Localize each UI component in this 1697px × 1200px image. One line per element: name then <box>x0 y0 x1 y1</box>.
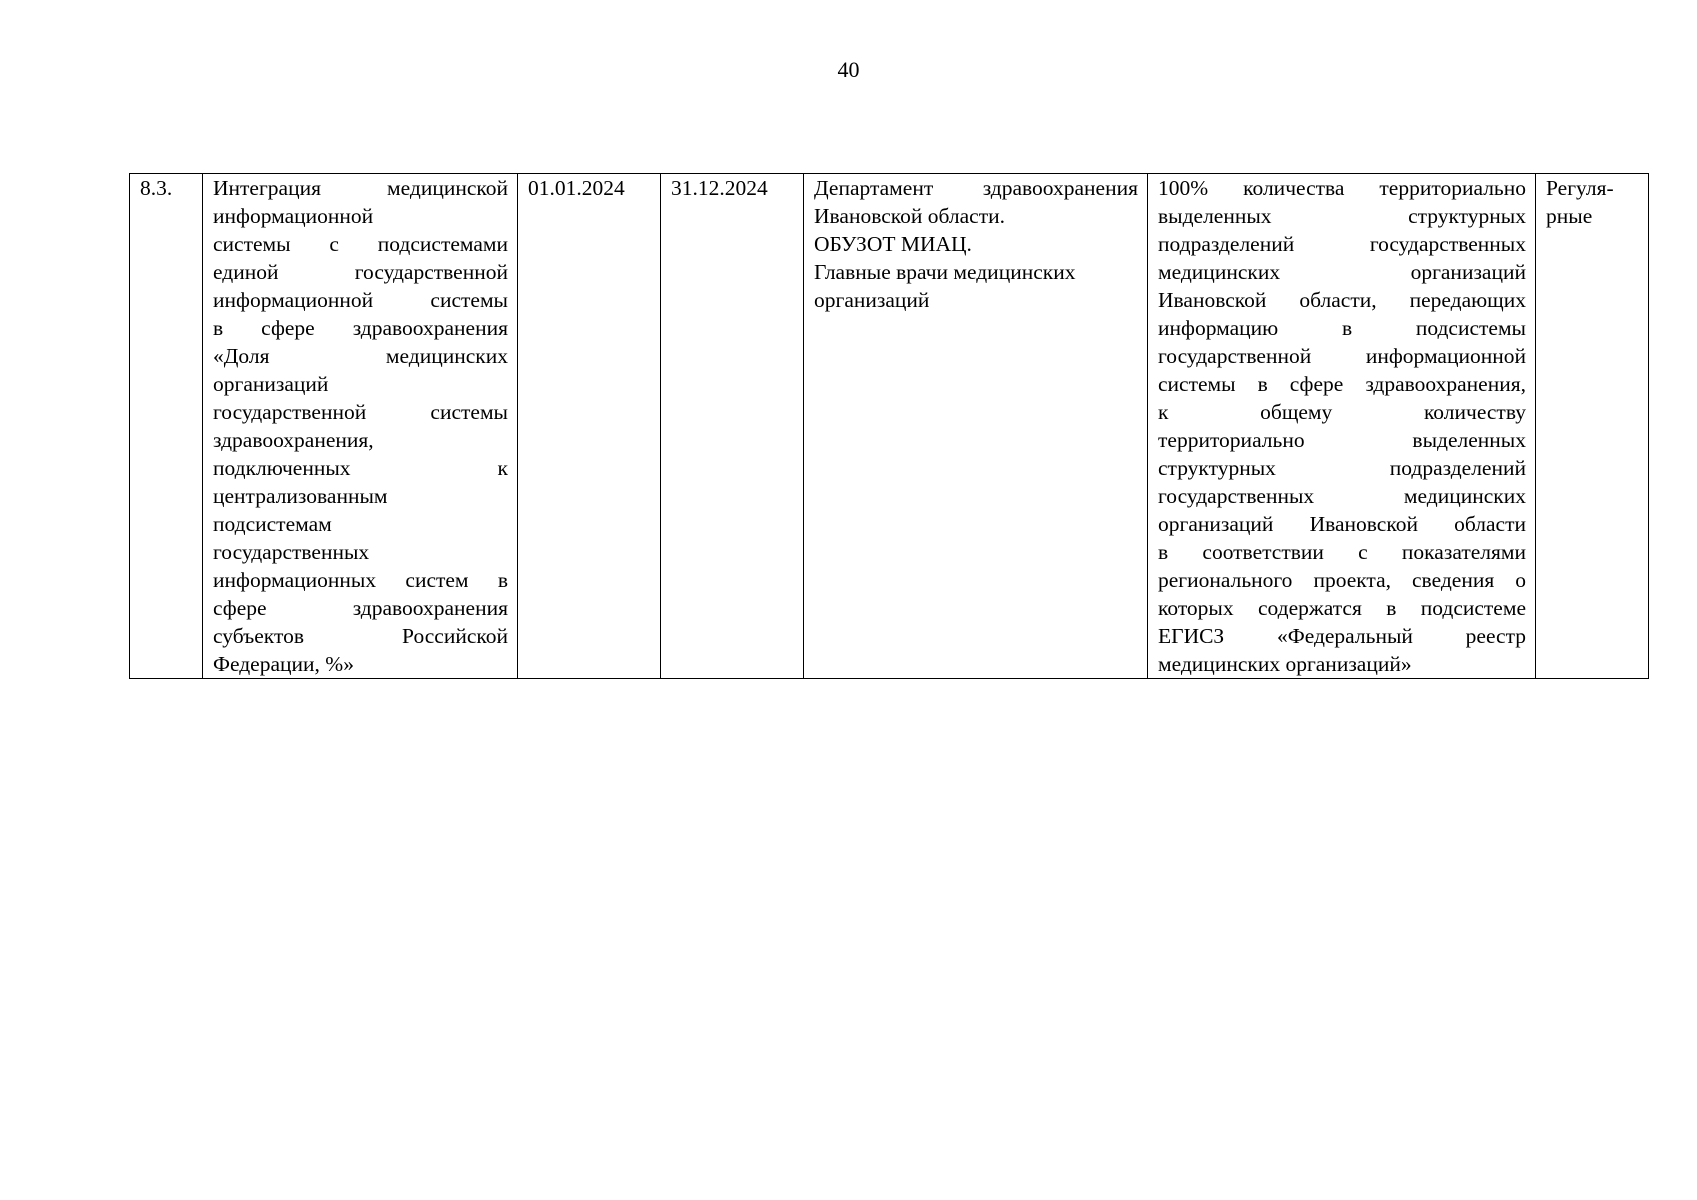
event-name-line: Интеграция медицинской <box>213 176 508 200</box>
event-name-line: единой государственной <box>213 260 508 284</box>
result-line: которых содержатся в подсистеме <box>1158 596 1526 620</box>
responsible-line: организаций <box>814 288 930 312</box>
result-line: медицинских организаций <box>1158 260 1526 284</box>
event-name-line: информационной системы <box>213 288 508 312</box>
event-name-line: здравоохранения, <box>213 428 374 452</box>
result-line: ЕГИСЗ «Федеральный реестр <box>1158 624 1526 648</box>
event-name-line: государственных <box>213 540 370 564</box>
event-name-line: информационных систем в <box>213 568 508 592</box>
responsible-line: Ивановской области. <box>814 204 1005 228</box>
cell-number <box>130 174 203 679</box>
responsible-line: ОБУЗОТ МИАЦ. <box>814 232 972 256</box>
cell-responsible <box>804 174 1148 679</box>
event-name-line: организаций <box>213 372 329 396</box>
event-name-line: Федерации, %» <box>213 652 354 676</box>
responsible-line: Главные врачи медицинских <box>814 260 1076 284</box>
cell-start-date <box>518 174 661 679</box>
responsible-executors <box>814 174 1138 314</box>
event-name-line: централизованным <box>213 484 388 508</box>
result-line: 100% количества территориально <box>1158 176 1526 200</box>
result-line: системы в сфере здравоохранения, <box>1158 372 1526 396</box>
result-line: государственных медицинских <box>1158 484 1526 508</box>
plan-table <box>129 173 1649 679</box>
event-name-line: системы с подсистемами <box>213 232 508 256</box>
result-line: информацию в подсистемы <box>1158 316 1526 340</box>
periodicity-line: рные <box>1546 204 1593 228</box>
result-line: регионального проекта, сведения о <box>1158 568 1526 592</box>
page-number: 40 <box>837 57 860 82</box>
cell-end-date <box>661 174 804 679</box>
event-name-line: субъектов Российской <box>213 624 508 648</box>
result-line: подразделений государственных <box>1158 232 1526 256</box>
responsible-line: Департамент здравоохранения <box>814 176 1138 200</box>
cell-name <box>203 174 518 679</box>
result-line: выделенных структурных <box>1158 204 1526 228</box>
cell-result <box>1148 174 1536 679</box>
result-line: территориально выделенных <box>1158 428 1526 452</box>
result-line: к общему количеству <box>1158 400 1526 424</box>
event-name-line: в сфере здравоохранения <box>213 316 508 340</box>
periodicity-line: Регуля- <box>1546 176 1614 200</box>
expected-result <box>1158 174 1526 678</box>
table-row <box>130 174 1649 679</box>
event-name <box>213 174 508 678</box>
item-number: 8.3. <box>140 176 173 200</box>
cell-periodicity <box>1536 174 1649 679</box>
event-name-line: информационной <box>213 204 374 228</box>
start-date: 01.01.2024 <box>528 176 625 200</box>
result-line: государственной информационной <box>1158 344 1526 368</box>
result-line: организаций Ивановской области <box>1158 512 1526 536</box>
result-line: Ивановской области, передающих <box>1158 288 1526 312</box>
end-date: 31.12.2024 <box>671 176 768 200</box>
result-line: структурных подразделений <box>1158 456 1526 480</box>
event-name-line: подключенных к <box>213 456 508 480</box>
result-line: в соответствии с показателями <box>1158 540 1526 564</box>
periodicity <box>1546 174 1639 230</box>
result-line: медицинских организаций» <box>1158 652 1412 676</box>
event-name-line: сфере здравоохранения <box>213 596 508 620</box>
event-name-line: «Доля медицинских <box>213 344 508 368</box>
event-name-line: подсистемам <box>213 512 332 536</box>
event-name-line: государственной системы <box>213 400 508 424</box>
